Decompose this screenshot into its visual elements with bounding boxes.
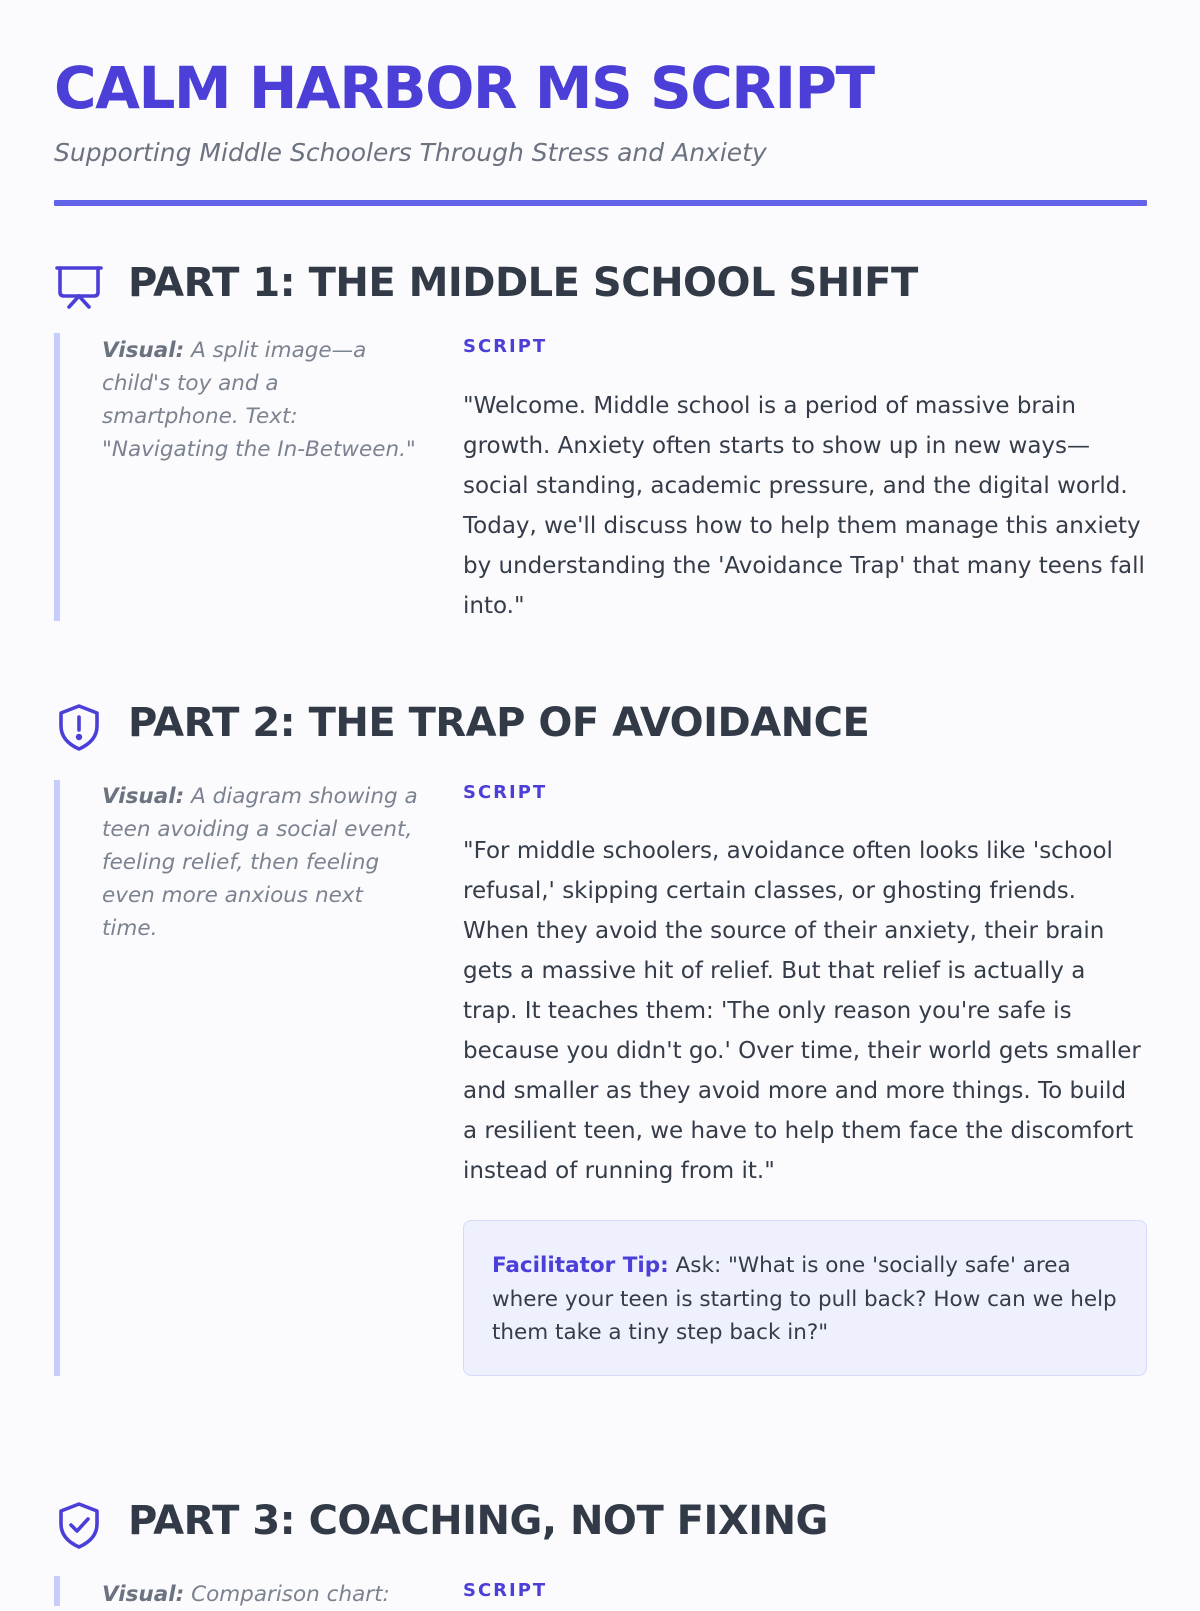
facilitator-tip: [463, 1220, 1147, 1376]
visual-note: [102, 1578, 422, 1611]
section-header: [54, 256, 1147, 316]
visual-note: [102, 334, 422, 466]
section-header: [54, 1494, 1147, 1554]
tip-text: Ask: "What is one 'socially safe' area where your teen is starting to pull back? How can we help them take a tiny step back in?": [492, 1253, 1117, 1345]
title-divider: [54, 200, 1147, 206]
section-part-1: [54, 256, 1147, 636]
shield-check-icon: [54, 1500, 104, 1550]
section-title: PART 3: COACHING, NOT FIXING: [128, 1498, 828, 1544]
section-title: PART 2: THE TRAP OF AVOIDANCE: [128, 700, 870, 746]
script-text: "For middle schoolers, avoidance often looks like 'school refusal,' skipping certain classes, or ghosting friends. When they avoid the source of their anxiety, their brain gets a massive hit of relief. But that relief is actually a trap. It teaches them: 'The only reason you're safe is because you didn't go.' Over time, their world gets smaller and smaller as they avoid more and more things. To build a resilient teen, we have to help them face the discomfort instead of running from it.": [463, 838, 1141, 1184]
page-title: CALM HARBOR MS SCRIPT: [54, 54, 874, 122]
section-accent-bar: [54, 1576, 60, 1606]
page-subtitle: Supporting Middle Schoolers Through Stress and Anxiety: [54, 138, 767, 167]
section-accent-bar: [54, 780, 60, 1376]
visual-note: [102, 780, 422, 945]
script-label: SCRIPT: [463, 782, 548, 803]
script-label: SCRIPT: [463, 336, 548, 357]
tip-label: Facilitator Tip:: [492, 1253, 669, 1278]
visual-text: A split image—a child's toy and a smartphone. Text: "Navigating the In-Between.": [102, 338, 416, 462]
visual-label: Visual:: [102, 338, 185, 363]
shield-alert-icon: [54, 702, 104, 752]
section-part-3: [54, 1494, 1147, 1607]
visual-text: A diagram showing a teen avoiding a social event, feeling relief, then feeling even more anxious next time.: [102, 784, 418, 941]
section-header: [54, 696, 1147, 756]
visual-label: Visual:: [102, 1582, 185, 1607]
script-text: "Welcome. Middle school is a period of massive brain growth. Anxiety often starts to show up in new ways—social standing, academic pressure, and the digital world. Today, we'll discuss how to help them manage this anxiety by understanding the 'Avoidance Trap' that many teens fall into.": [463, 393, 1145, 619]
section-part-2: [54, 696, 1147, 1386]
visual-text: Comparison chart:: [191, 1582, 390, 1607]
section-title: PART 1: THE MIDDLE SCHOOL SHIFT: [128, 260, 918, 306]
presentation-icon: [54, 262, 104, 312]
script-label: SCRIPT: [463, 1580, 548, 1601]
visual-label: Visual:: [102, 784, 185, 809]
section-accent-bar: [54, 333, 60, 621]
